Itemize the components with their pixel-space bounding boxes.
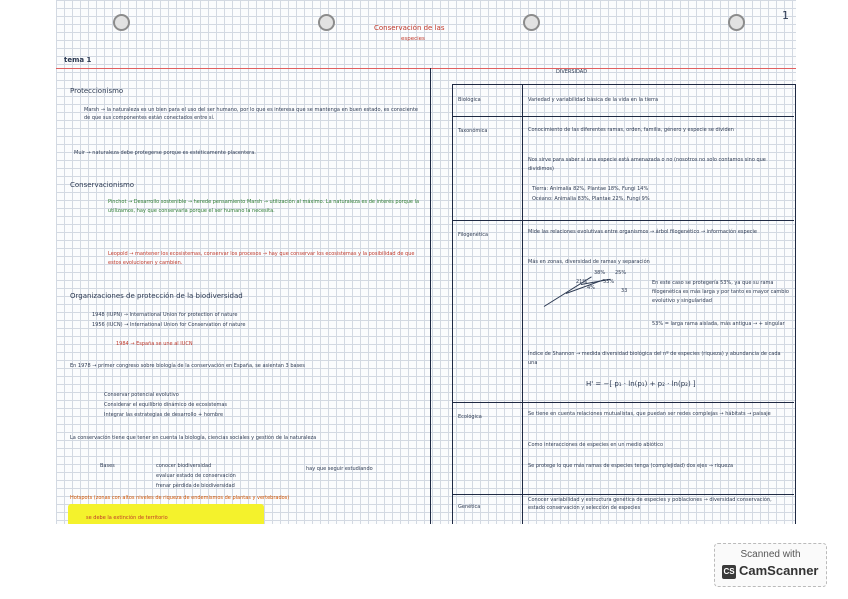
row-label-filogenetica: Filogenética xyxy=(458,232,489,238)
column-divider xyxy=(430,68,431,524)
note-bases-item1: conocer biodiversidad xyxy=(156,463,212,469)
row-text: Se protege lo que más ramas de especies tenga (complejidad) dos ejes → riqueza xyxy=(528,463,734,469)
note-iucn: 1956 (IUCN) → International Union for Conservation of nature xyxy=(92,322,246,328)
row-label-biologica: Biológica xyxy=(458,97,481,103)
row-text: Conocer variabilidad y estructura genética de especies y poblaciones → diversidad conservación, estado conservación y selección de especies xyxy=(528,497,772,511)
row-divider xyxy=(452,402,794,403)
page-title-line1: Conservación de las xyxy=(374,24,445,32)
note-congreso: En 1978 → primer congreso sobre biología de la conservación en España, se asientan 3 bases xyxy=(70,363,305,369)
shannon-formula: H' = −[ p₁ · ln(p₁) + p₂ · ln(p₂) ] xyxy=(586,380,696,388)
note-bases-item3: frenar pérdida de biodiversidad xyxy=(156,483,235,489)
chart-label: 38% xyxy=(594,270,606,276)
note-leopold: Leopold → mantener los ecosistemas, conservar los procesos → hay que conservar los ecosistemas y la posibilidad de que estos evolucionen y cambien. xyxy=(108,251,415,266)
row-text: Océano: Animalia 83%, Plantae 22%, Fungi 9% xyxy=(532,196,650,202)
chart-label: 33 xyxy=(621,288,628,294)
chart-label: 25% xyxy=(615,270,627,276)
binder-hole xyxy=(728,14,745,31)
page-number: 1 xyxy=(782,9,789,22)
binder-hole xyxy=(523,14,540,31)
row-text: Tierra: Animalia 82%, Plantae 18%, Fungi 14% xyxy=(532,186,649,192)
row-label-genetica: Genética xyxy=(458,504,481,510)
row-text: Más en zonas, diversidad de ramas y separación xyxy=(528,259,650,265)
note-hotspots: Hotspots (zonas con altos niveles de riqueza de endemismos de plantas y vertebrados) xyxy=(70,495,290,501)
row-label-taxonomica: Taxonómica xyxy=(458,128,488,134)
row-divider xyxy=(452,220,794,221)
camscanner-watermark xyxy=(714,543,827,587)
tema-label: tema 1 xyxy=(64,56,92,64)
binder-hole xyxy=(318,14,335,31)
row-text: Mide las relaciones evolutivas entre organismos → árbol filogenético → información especie xyxy=(528,229,757,235)
note-yellow: se debe la extinción de territorio xyxy=(86,515,168,521)
table-header: DIVERSIDAD xyxy=(556,69,588,75)
notebook-page xyxy=(56,0,796,524)
row-label-ecologica: Ecológica xyxy=(458,414,482,420)
page-title-line2: especies xyxy=(401,36,425,42)
heading-conservacionismo: Conservacionismo xyxy=(70,181,135,189)
note-bases: Bases xyxy=(100,463,115,469)
note-bases-item2: evaluar estado de conservación xyxy=(156,473,236,479)
row-text: Índice de Shannon → medida diversidad biológica del nº de especies (riqueza) y abundancia de cada una xyxy=(528,351,781,366)
note-muir: Muir → naturaleza debe protegerse porque es estéticamente placentera. xyxy=(74,150,256,156)
scanned-with-label: Scanned with xyxy=(740,549,801,560)
row-text: Se tiene en cuenta relaciones mutualistas, que puedan ser redes complejas → hábitats → paisaje xyxy=(528,411,771,417)
heading-proteccionismo: Proteccionismo xyxy=(70,87,124,95)
row-text: Conocimiento de las diferentes ramas, orden, familia, género y especie se dividen xyxy=(528,127,734,133)
binder-hole xyxy=(113,14,130,31)
row-text: Como interacciones de especies en un medio abiótico xyxy=(528,442,664,448)
row-text: Nos sirve para saber si una especie está amenazada o no (nosotros no solo contamos sino que dividimos) xyxy=(528,157,766,172)
table-column-divider xyxy=(522,84,523,524)
note-pinchot: Pinchot → Desarrollo sostenible → herede pensamiento Marsh → utilización al máximo. La naturaleza es de interés porque la utilizamos, hay que conservarla porque el ser humano la necesita. xyxy=(108,199,420,214)
chart-label: 4% xyxy=(587,285,595,291)
note-conservacion: La conservación tiene que tener en cuenta la biología, ciencias sociales y gestión de la naturaleza xyxy=(70,435,317,441)
chart-label: 53% xyxy=(603,279,615,285)
row-divider xyxy=(452,116,794,117)
note-espana: 1984 → España se une al IUCN xyxy=(116,341,193,347)
row-text: 53% = larga rama aislada, más antigua → + singular xyxy=(652,321,785,327)
note-base2: Considerar el equilibrio dinámico de ecosistemas xyxy=(104,402,227,408)
note-marsh: Marsh → la naturaleza es un bien para el uso del ser humano, por lo que es interesa que se mantenga en buen estado, es consciente de que sus componentes están conectados entre sí. xyxy=(84,107,418,121)
note-iupn: 1948 (IUPN) → International Union for protection of nature xyxy=(92,312,238,318)
row-divider xyxy=(452,494,794,495)
note-base1: Conservar potencial evolutivo xyxy=(104,392,179,398)
row-text: En este caso se protegería 53%, ya que su rama filogenética es más larga y por tanto es mayor cambio evolutivo y singularidad xyxy=(652,280,789,304)
margin-line xyxy=(56,68,796,69)
camscanner-logo-icon: CS xyxy=(722,565,736,579)
heading-organizaciones: Organizaciones de protección de la biodiversidad xyxy=(70,292,243,300)
camscanner-brand: CamScanner xyxy=(739,563,819,578)
note-base3: Integrar las estrategias de desarrollo + hombre xyxy=(104,412,224,418)
chart-label: 21% xyxy=(576,279,588,285)
highlighter-mark xyxy=(68,504,264,524)
row-text: Variedad y variabilidad básica de la vida en la tierra xyxy=(528,97,659,103)
note-bases-note: hay que seguir estudiando xyxy=(306,466,373,472)
